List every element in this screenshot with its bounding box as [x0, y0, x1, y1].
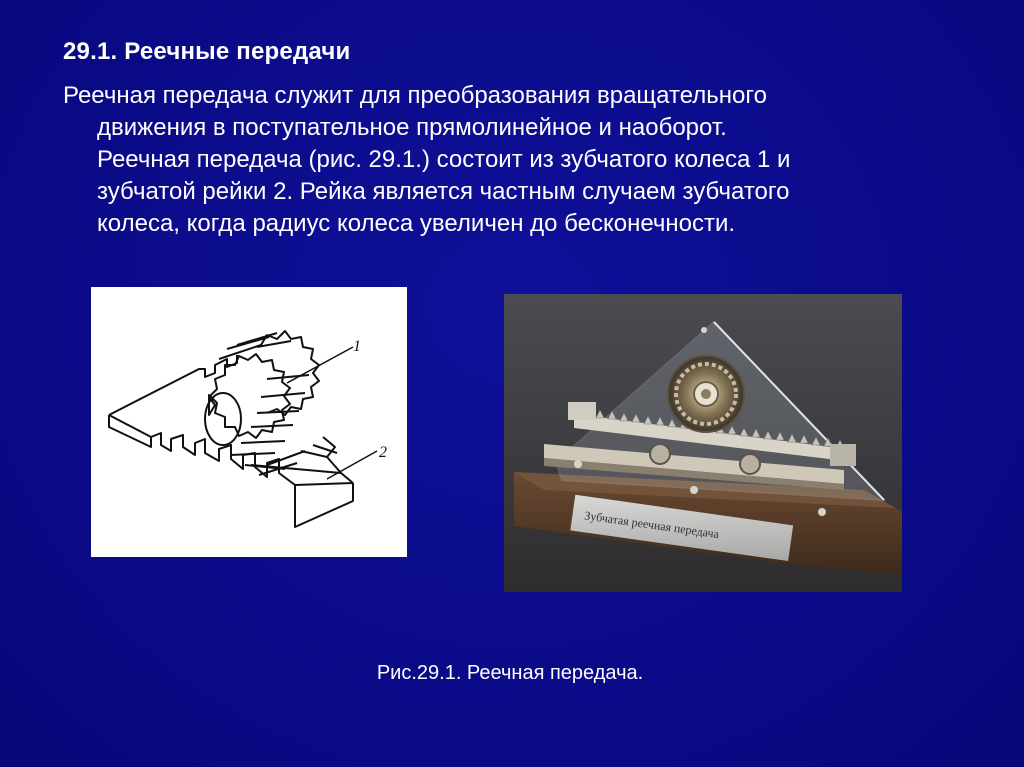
rack-and-pinion-drawing-icon	[91, 287, 407, 557]
body-line: колеса, когда радиус колеса увеличен до бесконечности.	[97, 210, 736, 237]
slide-title: 29.1. Реечные передачи	[63, 38, 351, 65]
rack-and-pinion-photo	[504, 294, 902, 592]
body-line: Реечная передача служит для преобразования вращательного	[63, 82, 767, 109]
body-paragraph	[63, 80, 963, 240]
figure-caption	[0, 662, 1024, 685]
model-plate-label: Зубчатая реечная передача	[583, 508, 720, 542]
gear-label: 1	[353, 338, 361, 355]
rack-label: 2	[379, 444, 387, 461]
figure-caption-text: Рис.29.1. Реечная передача.	[376, 662, 644, 684]
rack-and-pinion-model-photo-icon	[504, 294, 902, 592]
rack-and-pinion-drawing	[91, 287, 407, 557]
body-line: зубчатой рейки 2. Рейка является частным случаем зубчатого	[97, 178, 790, 205]
body-line: Реечная передача (рис. 29.1.) состоит из зубчатого колеса 1 и	[97, 146, 791, 173]
body-line: движения в поступательное прямолинейное и наоборот.	[97, 114, 727, 141]
